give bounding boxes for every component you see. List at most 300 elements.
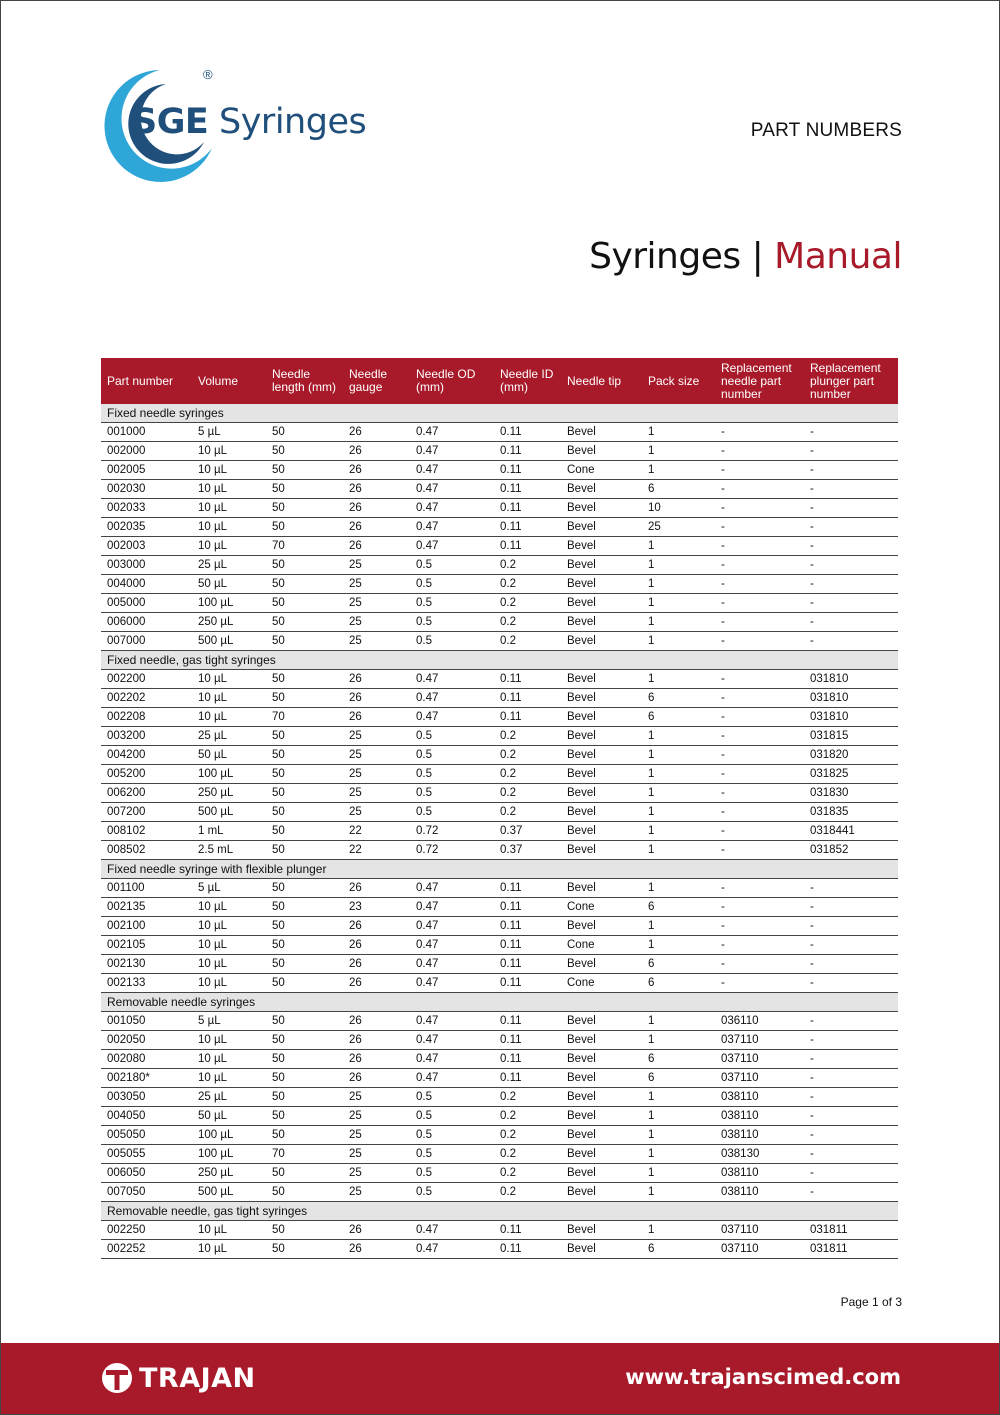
table-cell: 6 [642,1240,715,1259]
table-cell: 031811 [804,1240,898,1259]
table-cell: 0.11 [494,1069,561,1088]
table-cell: 002130 [101,955,192,974]
table-cell: 031835 [804,803,898,822]
table-cell: - [715,879,804,898]
table-cell: 0.47 [410,708,494,727]
table-cell: Bevel [561,1164,642,1183]
table-cell: 50 [266,765,343,784]
table-cell: 6 [642,1050,715,1069]
table-row [101,936,898,955]
table-cell: 038110 [715,1183,804,1202]
table-cell: 031810 [804,689,898,708]
table-cell: 038110 [715,1107,804,1126]
table-cell: 0.47 [410,917,494,936]
table-cell: 25 [343,1126,410,1145]
table-cell: - [715,708,804,727]
table-cell: 50 µL [192,746,266,765]
table-cell: 50 [266,689,343,708]
table-cell: 007200 [101,803,192,822]
table-cell: 26 [343,499,410,518]
title-main: Syringes [589,236,741,277]
table-cell: 0.11 [494,936,561,955]
table-cell: 50 [266,917,343,936]
table-cell: 0.11 [494,1012,561,1031]
table-cell: 50 [266,727,343,746]
table-row [101,423,898,442]
table-cell: 031852 [804,841,898,860]
table-cell: - [715,556,804,575]
column-header: Volume [192,358,266,404]
column-header: Needle ID (mm) [494,358,561,404]
table-cell: 0.5 [410,746,494,765]
table-cell: 50 [266,613,343,632]
table-cell: 26 [343,689,410,708]
table-cell: 1 [642,917,715,936]
table-cell: - [804,556,898,575]
table-row [101,708,898,727]
table-cell: - [804,480,898,499]
table-cell: 0.11 [494,1240,561,1259]
table-row [101,594,898,613]
title-separator: | [751,236,764,277]
table-row [101,1221,898,1240]
table-cell: 26 [343,917,410,936]
table-cell: 002080 [101,1050,192,1069]
table-cell: 1 [642,746,715,765]
table-cell: 10 µL [192,1240,266,1259]
table-cell: Bevel [561,784,642,803]
table-cell: 1 [642,594,715,613]
table-cell: 26 [343,518,410,537]
table-cell: Bevel [561,632,642,651]
table-cell: 003050 [101,1088,192,1107]
table-cell: 22 [343,822,410,841]
table-cell: 50 [266,556,343,575]
table-cell: 0.47 [410,1240,494,1259]
table-cell: 002105 [101,936,192,955]
table-cell: 0.2 [494,803,561,822]
table-cell: - [715,803,804,822]
table-cell: 50 [266,670,343,689]
table-cell: 50 [266,1126,343,1145]
table-cell: - [715,632,804,651]
table-cell: 5 µL [192,423,266,442]
table-cell: 1 [642,765,715,784]
table-cell: - [715,765,804,784]
table-cell: 100 µL [192,765,266,784]
table-row [101,841,898,860]
column-header: Part number [101,358,192,404]
table-cell: 0.47 [410,518,494,537]
table-row [101,822,898,841]
table-cell: Bevel [561,1088,642,1107]
table-cell: 50 [266,518,343,537]
table-cell: 50 µL [192,575,266,594]
table-cell: - [804,1012,898,1031]
table-row [101,1240,898,1259]
table-row [101,632,898,651]
table-row [101,746,898,765]
table-row [101,575,898,594]
table-cell: 100 µL [192,1126,266,1145]
column-header: Needle OD (mm) [410,358,494,404]
table-cell: 2.5 mL [192,841,266,860]
column-header: Replacement needle part number [715,358,804,404]
table-cell: 1 [642,1107,715,1126]
table-cell: 002005 [101,461,192,480]
table-cell: 50 [266,480,343,499]
table-cell: 0.47 [410,1031,494,1050]
table-cell: 0.5 [410,1183,494,1202]
table-cell: 004050 [101,1107,192,1126]
section-row [101,993,898,1012]
table-cell: - [804,423,898,442]
table-row [101,442,898,461]
table-row [101,670,898,689]
registered-mark: ® [203,67,213,82]
table-cell: 0.5 [410,765,494,784]
table-cell: 0.2 [494,556,561,575]
table-row [101,518,898,537]
table-cell: 250 µL [192,1164,266,1183]
table-cell: 25 µL [192,1088,266,1107]
table-cell: 1 [642,575,715,594]
table-cell: 0318441 [804,822,898,841]
table-cell: 002250 [101,1221,192,1240]
table-cell: 25 [343,1088,410,1107]
table-row [101,499,898,518]
table-cell: 6 [642,898,715,917]
table-cell: 10 µL [192,689,266,708]
table-cell: 038110 [715,1164,804,1183]
table-cell: - [804,879,898,898]
table-cell: 10 µL [192,480,266,499]
table-cell: 038130 [715,1145,804,1164]
table-cell: - [715,974,804,993]
table-cell: Bevel [561,841,642,860]
table-cell: - [715,499,804,518]
table-cell: 10 µL [192,442,266,461]
table-cell: - [715,518,804,537]
table-cell: 1 [642,784,715,803]
trajan-wordmark: TRAJAN [139,1362,256,1394]
table-cell: 0.47 [410,537,494,556]
table-cell: Bevel [561,499,642,518]
table-cell: 250 µL [192,784,266,803]
table-cell: 50 [266,594,343,613]
section-title: Fixed needle syringe with flexible plunger [101,860,898,879]
table-cell: 0.11 [494,689,561,708]
table-cell: 25 µL [192,727,266,746]
table-cell: 26 [343,1069,410,1088]
table-cell: 50 [266,1069,343,1088]
table-cell: 1 [642,556,715,575]
table-cell: 006000 [101,613,192,632]
table-cell: - [715,461,804,480]
table-cell: 50 [266,936,343,955]
table-cell: 0.47 [410,442,494,461]
table-cell: Bevel [561,1012,642,1031]
table-row [101,898,898,917]
logo-wordmark [132,102,366,142]
table-cell: 25 [343,727,410,746]
table-cell: 031811 [804,1221,898,1240]
table-cell: 50 [266,746,343,765]
table-cell: 007050 [101,1183,192,1202]
table-cell: 1 [642,822,715,841]
table-cell: - [804,594,898,613]
table-cell: - [715,670,804,689]
table-row [101,1145,898,1164]
table-cell: Bevel [561,1107,642,1126]
table-cell: 50 [266,822,343,841]
table-cell: 500 µL [192,632,266,651]
table-cell: - [715,936,804,955]
table-row [101,613,898,632]
table-cell: 26 [343,1050,410,1069]
table-cell: 50 [266,1221,343,1240]
table-cell: 50 [266,1012,343,1031]
table-cell: 002252 [101,1240,192,1259]
sge-syringes-logo [100,66,400,186]
table-cell: 6 [642,480,715,499]
table-cell: Bevel [561,746,642,765]
table-cell: 10 µL [192,518,266,537]
table-cell: 1 [642,537,715,556]
table-cell: Cone [561,974,642,993]
table-cell: 002135 [101,898,192,917]
table-cell: - [715,442,804,461]
table-cell: 002033 [101,499,192,518]
table-cell: 0.47 [410,689,494,708]
section-row [101,404,898,423]
page-title [589,236,902,277]
table-cell: Cone [561,936,642,955]
table-cell: 10 µL [192,936,266,955]
table-cell: Bevel [561,670,642,689]
table-cell: Bevel [561,537,642,556]
table-cell: 0.37 [494,822,561,841]
table-cell: Bevel [561,613,642,632]
table-cell: 0.11 [494,1221,561,1240]
table-cell: Bevel [561,518,642,537]
table-cell: 004000 [101,575,192,594]
table-cell: - [804,575,898,594]
table-cell: Bevel [561,1221,642,1240]
table-cell: 50 [266,1164,343,1183]
table-row [101,955,898,974]
table-cell: 0.11 [494,974,561,993]
table-cell: 0.11 [494,480,561,499]
table-cell: 1 [642,1145,715,1164]
table-cell: 0.5 [410,1126,494,1145]
table-cell: 0.5 [410,575,494,594]
table-cell: - [804,613,898,632]
table-cell: 50 [266,1107,343,1126]
section-title: Fixed needle syringes [101,404,898,423]
table-cell: 10 µL [192,898,266,917]
table-cell: 008102 [101,822,192,841]
table-cell: 50 [266,784,343,803]
logo-product: Syringes [219,102,367,142]
table-cell: 0.2 [494,727,561,746]
table-row [101,917,898,936]
table-row [101,803,898,822]
table-cell: 0.2 [494,632,561,651]
table-cell: - [715,613,804,632]
table-cell: 1 [642,423,715,442]
table-cell: 002202 [101,689,192,708]
table-cell: 038110 [715,1088,804,1107]
table-cell: 0.2 [494,765,561,784]
table-cell: 50 [266,898,343,917]
table-cell: - [804,974,898,993]
table-cell: - [804,1145,898,1164]
table-cell: 25 [343,613,410,632]
table-cell: Bevel [561,1145,642,1164]
table-cell: 0.5 [410,1145,494,1164]
table-cell: 25 [343,575,410,594]
table-cell: Bevel [561,879,642,898]
title-accent: Manual [774,236,902,277]
table-cell: 007000 [101,632,192,651]
table-cell: 031825 [804,765,898,784]
table-cell: - [715,822,804,841]
table-cell: 26 [343,461,410,480]
table-cell: 037110 [715,1031,804,1050]
table-cell: 002180* [101,1069,192,1088]
table-cell: 0.47 [410,936,494,955]
table-cell: 10 µL [192,461,266,480]
website-link[interactable]: www.trajanscimed.com [625,1365,901,1389]
table-cell: Bevel [561,1126,642,1145]
table-row [101,1183,898,1202]
table-row [101,537,898,556]
table-cell: 002000 [101,442,192,461]
table-cell: 1 [642,936,715,955]
section-title: Fixed needle, gas tight syringes [101,651,898,670]
table-cell: 10 µL [192,708,266,727]
column-header: Replacement plunger part number [804,358,898,404]
table-cell: 038110 [715,1126,804,1145]
table-row [101,974,898,993]
table-cell: - [804,1050,898,1069]
table-cell: 250 µL [192,613,266,632]
table-row [101,879,898,898]
table-cell: 50 [266,461,343,480]
table-cell: Bevel [561,1240,642,1259]
table-cell: 0.47 [410,1069,494,1088]
table-cell: Bevel [561,708,642,727]
table-row [101,765,898,784]
table-cell: 0.11 [494,1050,561,1069]
table-cell: 005050 [101,1126,192,1145]
table-cell: 0.2 [494,1164,561,1183]
section-row [101,651,898,670]
table-cell: Bevel [561,1031,642,1050]
table-cell: 500 µL [192,1183,266,1202]
table-cell: - [804,1107,898,1126]
table-cell: - [715,917,804,936]
table-row [101,1164,898,1183]
column-header: Needle gauge [343,358,410,404]
table-cell: 10 µL [192,955,266,974]
table-cell: 1 [642,727,715,746]
section-title: Removable needle syringes [101,993,898,1012]
table-cell: Bevel [561,594,642,613]
table-cell: 0.5 [410,1107,494,1126]
section-label: PART NUMBERS [750,120,902,141]
table-cell: 002030 [101,480,192,499]
table-cell: 0.11 [494,461,561,480]
table-cell: 031815 [804,727,898,746]
table-cell: 70 [266,708,343,727]
table-cell: 002003 [101,537,192,556]
table-cell: 1 [642,1126,715,1145]
table-cell: 50 [266,955,343,974]
column-header: Pack size [642,358,715,404]
table-cell: 25 [343,1183,410,1202]
table-cell: 0.2 [494,1126,561,1145]
table-cell: 003200 [101,727,192,746]
table-cell: Bevel [561,1050,642,1069]
table-cell: - [804,632,898,651]
table-cell: 0.47 [410,480,494,499]
table-cell: 10 µL [192,1031,266,1050]
table-cell: 0.5 [410,632,494,651]
table-cell: - [715,955,804,974]
table-cell: 500 µL [192,803,266,822]
table-cell: 0.2 [494,784,561,803]
table-cell: 0.5 [410,727,494,746]
table-cell: 50 [266,442,343,461]
table-cell: Cone [561,898,642,917]
table-cell: 031820 [804,746,898,765]
table-cell: 1 [642,670,715,689]
table-cell: - [804,442,898,461]
table-row [101,1088,898,1107]
table-cell: 26 [343,1221,410,1240]
logo-brand: SGE [132,102,209,142]
table-cell: 037110 [715,1050,804,1069]
table-cell: Bevel [561,803,642,822]
table-cell: 002208 [101,708,192,727]
page-number: Page 1 of 3 [840,1295,902,1309]
table-cell: - [715,898,804,917]
table-cell: 003000 [101,556,192,575]
table-cell: 0.2 [494,1183,561,1202]
table-cell: 10 µL [192,917,266,936]
table-cell: - [715,689,804,708]
column-header: Needle tip [561,358,642,404]
table-cell: 002035 [101,518,192,537]
table-cell: Bevel [561,822,642,841]
table-cell: 0.2 [494,746,561,765]
table-cell: Bevel [561,917,642,936]
table-cell: 25 [343,765,410,784]
table-cell: 0.5 [410,803,494,822]
table-cell: 100 µL [192,1145,266,1164]
table-cell: 25 [343,746,410,765]
table-cell: 50 [266,423,343,442]
table-cell: 10 µL [192,1050,266,1069]
table-row [101,784,898,803]
table-cell: - [804,537,898,556]
table-cell: 037110 [715,1069,804,1088]
table-cell: 0.5 [410,594,494,613]
table-cell: 25 [343,1107,410,1126]
table-cell: 0.11 [494,708,561,727]
